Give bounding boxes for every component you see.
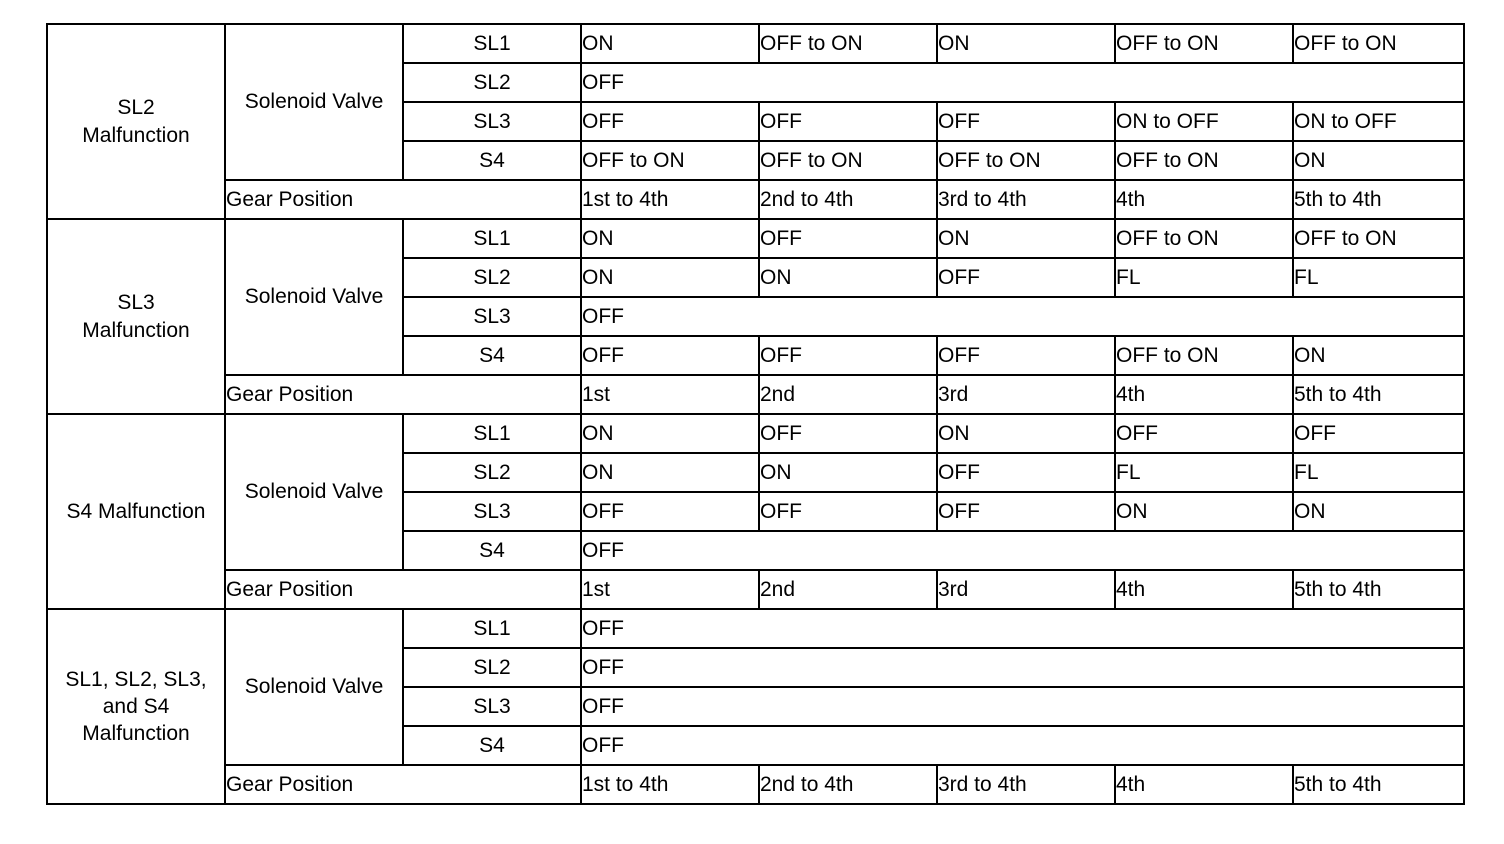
solenoid-name: SL2 bbox=[403, 258, 581, 297]
gear-position-row bbox=[47, 570, 1464, 609]
solenoid-valve-label: Solenoid Valve bbox=[225, 414, 403, 570]
gear-position-label: Gear Position bbox=[225, 765, 581, 804]
solenoid-state: OFF to ON bbox=[1293, 219, 1464, 258]
gear-position-value: 4th bbox=[1115, 570, 1293, 609]
solenoid-name: SL2 bbox=[403, 453, 581, 492]
gear-position-value: 1st to 4th bbox=[581, 180, 759, 219]
malfunction-label bbox=[47, 609, 225, 804]
solenoid-state: OFF bbox=[937, 258, 1115, 297]
solenoid-name: SL3 bbox=[403, 687, 581, 726]
malfunction-label-line: SL2 bbox=[117, 96, 155, 120]
solenoid-state: OFF bbox=[1293, 414, 1464, 453]
gear-position-value: 5th to 4th bbox=[1293, 375, 1464, 414]
solenoid-state: ON bbox=[581, 258, 759, 297]
solenoid-state: FL bbox=[1293, 453, 1464, 492]
solenoid-state: ON bbox=[1293, 492, 1464, 531]
malfunction-label-line: and S4 bbox=[102, 694, 170, 718]
solenoid-valve-label: Solenoid Valve bbox=[225, 219, 403, 375]
solenoid-name: SL1 bbox=[403, 414, 581, 453]
solenoid-state: ON bbox=[581, 453, 759, 492]
solenoid-name: S4 bbox=[403, 726, 581, 765]
solenoid-name: SL1 bbox=[403, 219, 581, 258]
solenoid-state: OFF bbox=[581, 609, 1464, 648]
solenoid-state: OFF bbox=[581, 102, 759, 141]
gear-position-value: 1st bbox=[581, 375, 759, 414]
solenoid-valve-label: Solenoid Valve bbox=[225, 609, 403, 765]
solenoid-state: ON bbox=[1293, 336, 1464, 375]
solenoid-state: OFF bbox=[759, 336, 937, 375]
solenoid-state: OFF to ON bbox=[581, 141, 759, 180]
gear-position-value: 2nd to 4th bbox=[759, 765, 937, 804]
solenoid-state: OFF to ON bbox=[1115, 141, 1293, 180]
solenoid-state: OFF bbox=[937, 453, 1115, 492]
solenoid-name: SL2 bbox=[403, 648, 581, 687]
malfunction-label-line: Malfunction bbox=[82, 318, 190, 342]
solenoid-name: SL1 bbox=[403, 609, 581, 648]
solenoid-state: FL bbox=[1115, 453, 1293, 492]
solenoid-state: OFF to ON bbox=[759, 24, 937, 63]
gear-position-value: 2nd to 4th bbox=[759, 180, 937, 219]
solenoid-state: ON bbox=[581, 414, 759, 453]
solenoid-state: OFF bbox=[759, 219, 937, 258]
solenoid-state: OFF bbox=[759, 102, 937, 141]
solenoid-name: S4 bbox=[403, 336, 581, 375]
solenoid-state: ON bbox=[937, 414, 1115, 453]
malfunction-label-line: S4 Malfunction bbox=[66, 499, 206, 523]
solenoid-state: ON to OFF bbox=[1115, 102, 1293, 141]
solenoid-state: OFF to ON bbox=[759, 141, 937, 180]
gear-position-value: 2nd bbox=[759, 375, 937, 414]
gear-position-value: 4th bbox=[1115, 765, 1293, 804]
malfunction-label-line: SL1, SL2, SL3, bbox=[65, 667, 207, 691]
gear-position-row bbox=[47, 180, 1464, 219]
solenoid-state: OFF bbox=[759, 492, 937, 531]
gear-position-label: Gear Position bbox=[225, 570, 581, 609]
solenoid-state: OFF bbox=[937, 336, 1115, 375]
fail-safe-table bbox=[46, 23, 1465, 805]
solenoid-state: ON bbox=[759, 453, 937, 492]
solenoid-state: ON bbox=[1293, 141, 1464, 180]
solenoid-state: OFF bbox=[581, 336, 759, 375]
gear-position-row bbox=[47, 375, 1464, 414]
solenoid-state: OFF bbox=[759, 414, 937, 453]
gear-position-label: Gear Position bbox=[225, 375, 581, 414]
solenoid-name: SL3 bbox=[403, 297, 581, 336]
gear-position-value: 1st bbox=[581, 570, 759, 609]
solenoid-state: OFF bbox=[581, 531, 1464, 570]
table-row bbox=[47, 219, 1464, 258]
solenoid-name: SL2 bbox=[403, 63, 581, 102]
gear-position-value: 2nd bbox=[759, 570, 937, 609]
solenoid-state: OFF bbox=[581, 726, 1464, 765]
malfunction-label-line: Malfunction bbox=[82, 123, 190, 147]
solenoid-state: OFF bbox=[581, 492, 759, 531]
gear-position-value: 1st to 4th bbox=[581, 765, 759, 804]
gear-position-value: 3rd bbox=[937, 570, 1115, 609]
gear-position-value: 5th to 4th bbox=[1293, 180, 1464, 219]
solenoid-state: OFF bbox=[581, 648, 1464, 687]
gear-position-value: 4th bbox=[1115, 180, 1293, 219]
solenoid-state: OFF bbox=[581, 297, 1464, 336]
malfunction-label-line: Malfunction bbox=[82, 722, 190, 746]
solenoid-valve-label: Solenoid Valve bbox=[225, 24, 403, 180]
table-row bbox=[47, 414, 1464, 453]
solenoid-name: SL3 bbox=[403, 492, 581, 531]
gear-position-value: 4th bbox=[1115, 375, 1293, 414]
solenoid-state: OFF to ON bbox=[1115, 336, 1293, 375]
solenoid-state: OFF to ON bbox=[937, 141, 1115, 180]
solenoid-state: OFF bbox=[937, 492, 1115, 531]
solenoid-state: OFF to ON bbox=[1115, 219, 1293, 258]
gear-position-label: Gear Position bbox=[225, 180, 581, 219]
malfunction-label-line: SL3 bbox=[117, 291, 155, 315]
solenoid-state: OFF bbox=[581, 63, 1464, 102]
solenoid-state: ON bbox=[759, 258, 937, 297]
solenoid-state: ON to OFF bbox=[1293, 102, 1464, 141]
gear-position-value: 3rd to 4th bbox=[937, 180, 1115, 219]
gear-position-value: 3rd bbox=[937, 375, 1115, 414]
table-row bbox=[47, 24, 1464, 63]
solenoid-state: ON bbox=[581, 24, 759, 63]
solenoid-state: FL bbox=[1293, 258, 1464, 297]
solenoid-state: ON bbox=[581, 219, 759, 258]
solenoid-name: SL3 bbox=[403, 102, 581, 141]
solenoid-name: S4 bbox=[403, 531, 581, 570]
solenoid-state: ON bbox=[937, 24, 1115, 63]
solenoid-state: OFF bbox=[581, 687, 1464, 726]
malfunction-label bbox=[47, 24, 225, 219]
solenoid-state: OFF to ON bbox=[1115, 24, 1293, 63]
malfunction-label bbox=[47, 219, 225, 414]
solenoid-name: S4 bbox=[403, 141, 581, 180]
gear-position-value: 5th to 4th bbox=[1293, 765, 1464, 804]
fail-safe-table-body bbox=[47, 24, 1464, 804]
solenoid-state: OFF to ON bbox=[1293, 24, 1464, 63]
solenoid-state: FL bbox=[1115, 258, 1293, 297]
table-row bbox=[47, 609, 1464, 648]
solenoid-name: SL1 bbox=[403, 24, 581, 63]
solenoid-state: OFF bbox=[1115, 414, 1293, 453]
solenoid-state: ON bbox=[1115, 492, 1293, 531]
solenoid-state: OFF bbox=[937, 102, 1115, 141]
malfunction-label bbox=[47, 414, 225, 609]
solenoid-state: ON bbox=[937, 219, 1115, 258]
gear-position-value: 5th to 4th bbox=[1293, 570, 1464, 609]
gear-position-value: 3rd to 4th bbox=[937, 765, 1115, 804]
gear-position-row bbox=[47, 765, 1464, 804]
